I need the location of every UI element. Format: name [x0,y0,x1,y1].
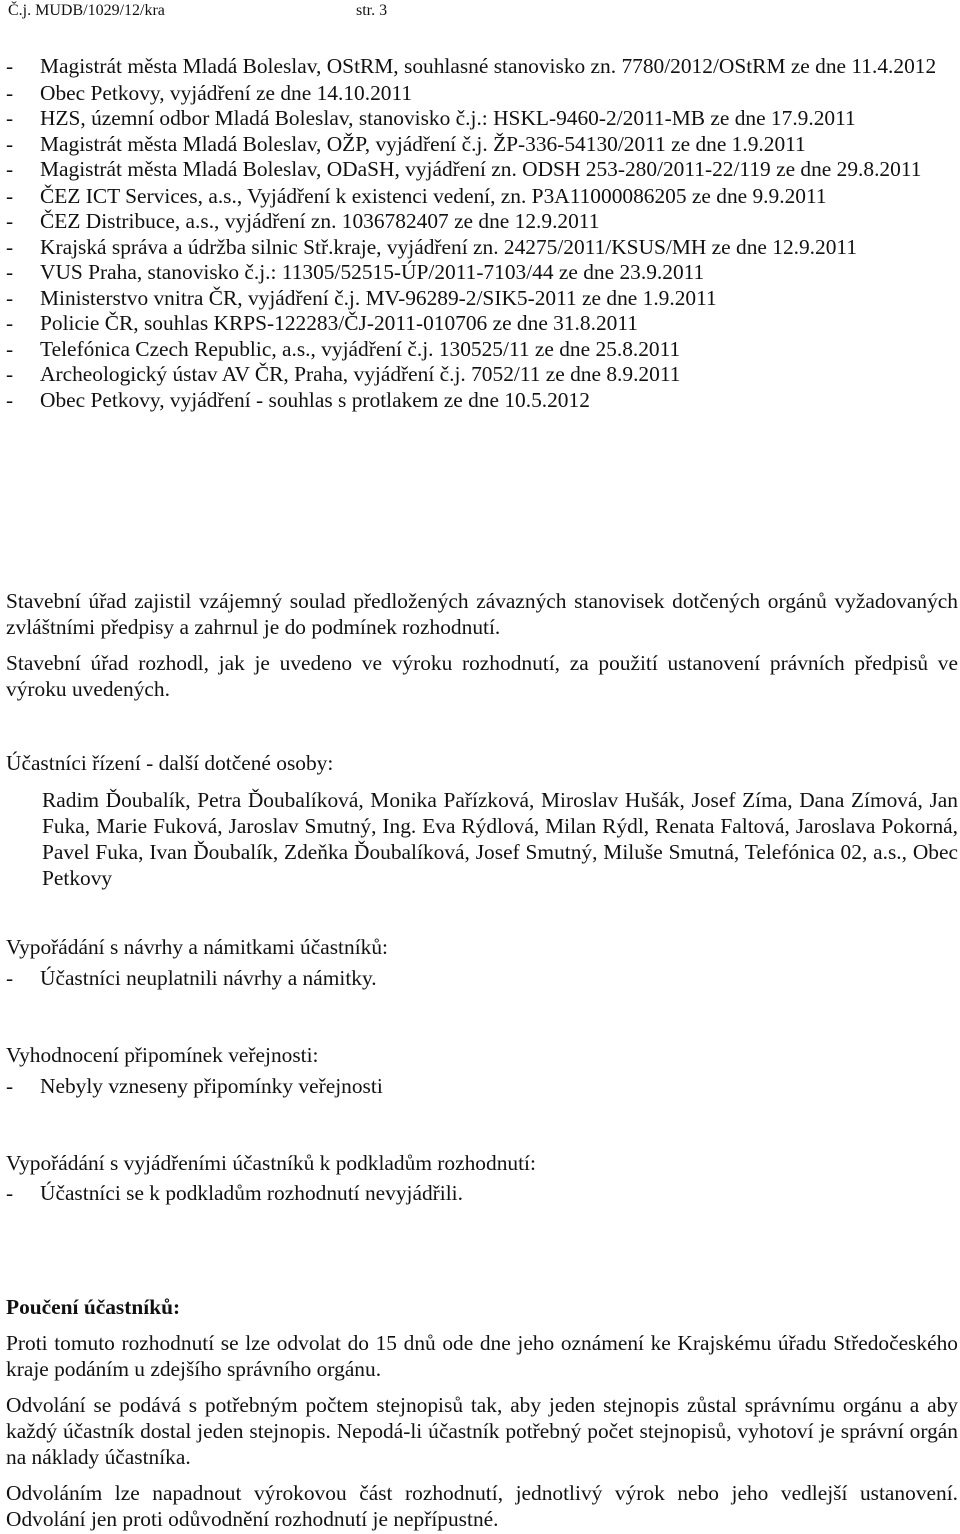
list-item: - HZS, územní odbor Mladá Boleslav, stanovisko č.j.: HSKL-9460-2/2011-MB ze dne 17.9.2011 [6,106,958,132]
public-comments-item: - Nebyly vzneseny připomínky veřejnosti [6,1073,958,1099]
instruction-paragraph-appeal: Proti tomuto rozhodnutí se lze odvolat do 15 dnů ode dne jeho oznámení ke Krajskému úřadu Středočeského kraje podáním u zdejšího správního orgánu. [6,1331,958,1381]
list-item: - VUS Praha, stanovisko č.j.: 11305/52515-ÚP/2011-7103/44 ze dne 23.9.2011 [6,260,958,286]
proposals-heading: Vypořádání s návrhy a námitkami účastníků: [6,935,388,959]
instruction-paragraph-scope: Odvoláním lze napadnout výrokovou část rozhodnutí, jednotlivý výrok nebo jeho vedlejší ustanovení. Odvolání jen proti odůvodnění rozhodnutí je nepřípustné. [6,1481,958,1531]
list-item: - Policie ČR, souhlas KRPS-122283/ČJ-2011-010706 ze dne 31.8.2011 [6,311,958,337]
list-item: - Magistrát města Mladá Boleslav, ODaSH, vyjádření zn. ODSH 253-280/2011-22/119 ze dne 29.8.2011 [6,157,958,183]
list-item: - Obec Petkovy, vyjádření - souhlas s protlakem ze dne 10.5.2012 [6,388,958,414]
list-item: - Magistrát města Mladá Boleslav, OŽP, vyjádření č.j. ŽP-336-54130/2011 ze dne 1.9.2011 [6,132,958,158]
participants-names: Radim Ďoubalík, Petra Ďoubalíková, Monika Pařízková, Miroslav Hušák, Josef Zíma, Dana Zímová, Jan Fuka, Marie Fuková, Jaroslav Smutný, Ing. Eva Rýdlová, Milan Rýdl, Renata Faltová, Jaroslava Pokorná, Pavel Fuka, Ivan Ďoubalík, Zdeňka Ďoubalíková, Josef Smutný, Miluše Smutná, Telefónica 02, a.s., Obec Petkovy [42,788,958,890]
list-item: - Ministerstvo vnitra ČR, vyjádření č.j. MV-96289-2/SIK5-2011 ze dne 1.9.2011 [6,286,958,312]
page-number: str. 3 [356,2,388,19]
participants-heading: Účastníci řízení - další dotčené osoby: [6,751,334,775]
statements-list [6,54,958,413]
list-item: - Telefónica Czech Republic, a.s., vyjádření č.j. 130525/11 ze dne 25.8.2011 [6,337,958,363]
statements-eval-heading: Vypořádání s vyjádřeními účastníků k podkladům rozhodnutí: [6,1151,536,1175]
list-item: - ČEZ Distribuce, a.s., vyjádření zn. 1036782407 ze dne 12.9.2011 [6,209,958,235]
instruction-paragraph-copies: Odvolání se podává s potřebným počtem stejnopisů tak, aby jeden stejnopis zůstal správnímu orgánu a aby každý účastník dostal jeden stejnopis. Nepodá-li účastník potřebný počet stejnopisů, vyhotoví je správní orgán na náklady účastníka. [6,1393,958,1469]
statements-eval-item: - Účastníci se k podkladům rozhodnutí nevyjádřili. [6,1180,958,1206]
list-item: - ČEZ ICT Services, a.s., Vyjádření k existenci vedení, zn. P3A11000086205 ze dne 9.9.2011 [6,184,958,210]
list-item: - Obec Petkovy, vyjádření ze dne 14.10.2011 [6,81,958,107]
paragraph-decision: Stavební úřad rozhodl, jak je uvedeno ve výroku rozhodnutí, za použití ustanovení právních předpisů ve výroku uvedených. [6,651,958,701]
list-item: - Magistrát města Mladá Boleslav, OStRM, souhlasné stanovisko zn. 7780/2012/OStRM ze dne 11.4.2012 [6,54,958,80]
list-item: - Krajská správa a údržba silnic Stř.kraje, vyjádření zn. 24275/2011/KSUS/MH ze dne 12.9.2011 [6,235,958,261]
page-header [8,2,948,24]
paragraph-coordination: Stavební úřad zajistil vzájemný soulad předložených závazných stanovisek dotčených orgánů vyžadovaných zvláštními předpisy a zahrnul je do podmínek rozhodnutí. [6,589,958,639]
instruction-heading: Poučení účastníků: [6,1295,181,1319]
proposals-item: - Účastníci neuplatnili návrhy a námitky. [6,965,958,991]
public-comments-heading: Vyhodnocení připomínek veřejnosti: [6,1043,319,1067]
reference-number: Č.j. MUDB/1029/12/kra [8,2,165,19]
list-item: - Archeologický ústav AV ČR, Praha, vyjádření č.j. 7052/11 ze dne 8.9.2011 [6,362,958,388]
